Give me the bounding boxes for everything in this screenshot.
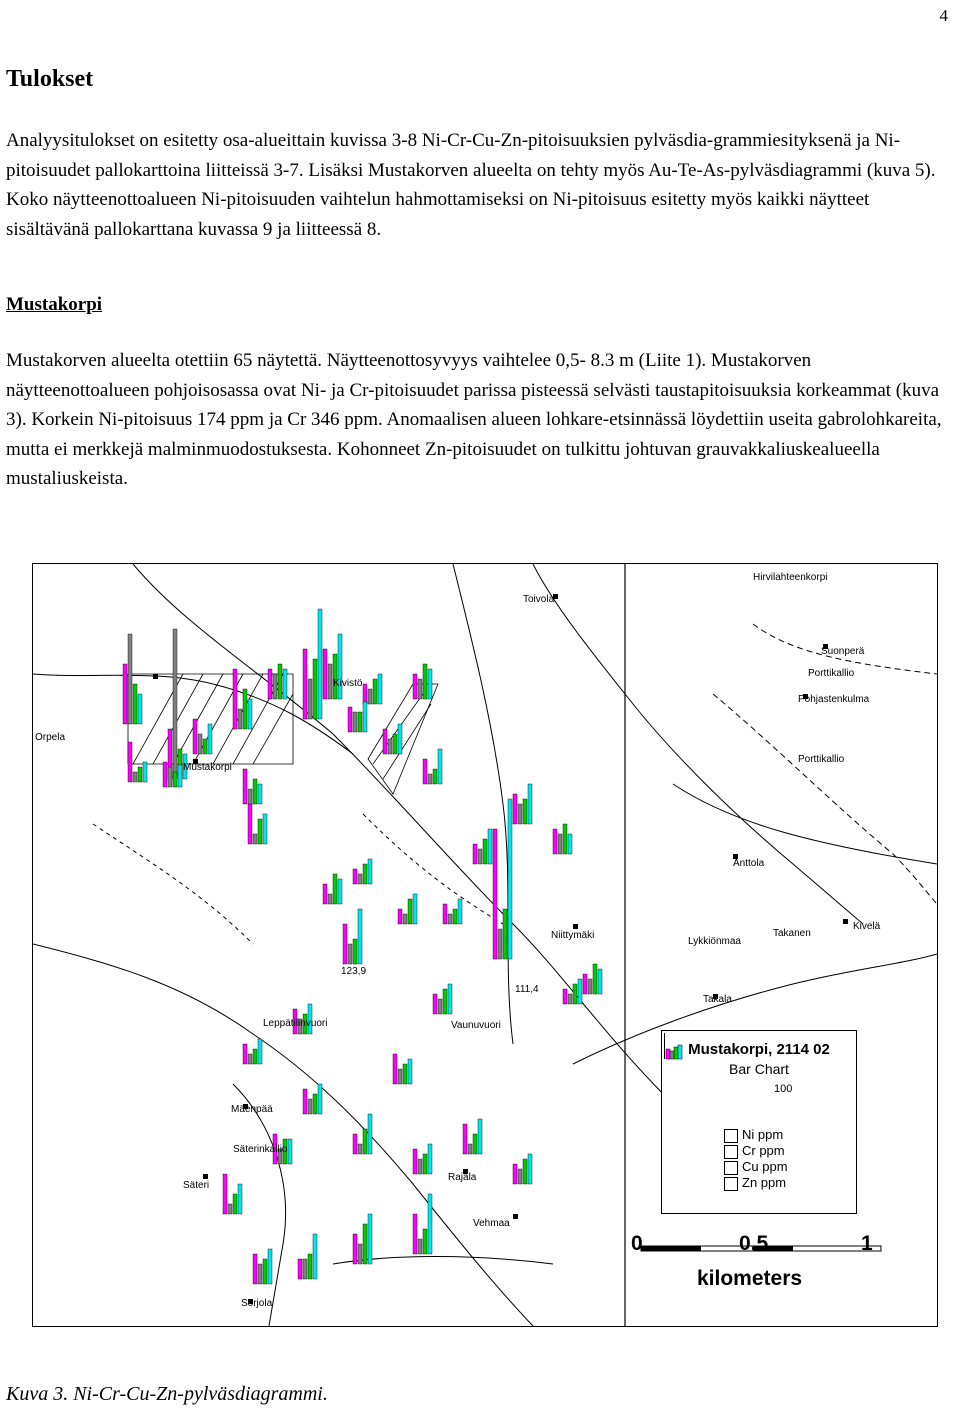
sample-bar-chart — [583, 964, 602, 994]
sample-bar — [398, 1069, 402, 1084]
legend-swatch-ni — [724, 1129, 738, 1143]
sample-bar — [438, 749, 442, 784]
sample-bar — [443, 904, 447, 924]
sample-bar — [558, 834, 562, 854]
sample-bar-chart — [513, 1154, 532, 1184]
sample-bar — [453, 909, 457, 924]
place-name-label: Säterinkallio — [233, 1144, 288, 1155]
sample-bar — [263, 814, 267, 844]
sample-bar — [568, 994, 572, 1004]
sample-bar-chart — [323, 634, 342, 699]
sample-bar — [378, 674, 382, 704]
place-name-label: Hirvilahteenkorpi — [753, 572, 828, 583]
sample-bar — [433, 769, 437, 784]
sample-bar — [393, 1054, 397, 1084]
place-name-label: Takala — [703, 994, 732, 1005]
sample-bar — [518, 1169, 522, 1184]
sample-bar — [338, 879, 342, 904]
sample-bar — [448, 984, 452, 1014]
sample-bar — [438, 999, 442, 1014]
legend-subtitle: Bar Chart — [729, 1061, 789, 1077]
sample-bar — [258, 1039, 262, 1064]
sample-bar — [263, 1259, 267, 1284]
sample-bar — [428, 1144, 432, 1174]
scale-label-end: 1 — [861, 1232, 873, 1255]
place-name-label: 111,4 — [515, 984, 539, 995]
sample-bar — [353, 869, 357, 884]
sample-bar — [563, 989, 567, 1004]
sample-bar — [368, 689, 372, 704]
place-name-label: Toivola — [523, 594, 555, 605]
sample-bar — [498, 929, 502, 959]
sample-bar — [388, 739, 392, 754]
place-name-label: Porttikallio — [798, 754, 845, 765]
sample-bar — [523, 799, 527, 824]
sample-bar-chart — [243, 769, 262, 804]
sample-bar — [528, 1154, 532, 1184]
sample-bar-chart — [413, 1144, 432, 1174]
sample-bar — [313, 1094, 317, 1114]
building-marker — [513, 1214, 518, 1219]
sample-bar — [348, 707, 352, 732]
sample-bar — [518, 804, 522, 824]
sample-bar — [248, 699, 252, 729]
place-name-label: Orpela — [35, 732, 66, 743]
sample-bar — [308, 679, 312, 719]
sample-bar — [563, 824, 567, 854]
sample-bar — [163, 762, 167, 787]
place-name-label: Leppätilinvuori — [263, 1018, 328, 1029]
sample-bar — [398, 909, 402, 924]
building-marker — [573, 924, 578, 929]
building-marker — [153, 674, 158, 679]
place-name-label: Lykkiönmaa — [688, 936, 741, 947]
sample-bar — [253, 1049, 257, 1064]
sample-bar — [473, 1134, 477, 1154]
sample-bar-chart — [303, 609, 322, 719]
sample-bar — [243, 769, 247, 804]
sample-bar — [413, 674, 417, 699]
scale-bar-segment — [641, 1246, 701, 1251]
sample-bar-chart — [323, 874, 342, 904]
sample-bar — [463, 1124, 467, 1154]
place-name-label: Takanen — [773, 928, 811, 939]
sample-bar — [458, 899, 462, 924]
sample-bar — [368, 1214, 372, 1264]
sample-bar — [248, 1054, 252, 1064]
sample-bar-chart — [253, 1249, 272, 1284]
sample-bar — [598, 969, 602, 994]
sample-bar — [423, 759, 427, 784]
sample-bar — [423, 1154, 427, 1174]
mustakorpi-paragraph: Mustakorven alueelta otettiin 65 näytettä. Näytteenottosyvyys vaihtelee 0,5- 8.3 m (Liite 1). Mustakorven näytteenottoalueen pohjoisosassa ovat Ni- ja Cr-pitoisuudet parissa pisteessä selvästi taustapitoisuuksia korkeammat (kuva 3). Korkein Ni-pitoisuus 174 ppm ja Cr 346 ppm. Anomaalisen alueen lohkare-etsinnässä löydettiin useita gabrolohkareita, mutta ei merkkejä malminmuodostuksesta. Kohonneet Zn-pitoisuudet on tulkittu johtuvan grauvakkaliuskealueella mustaliuskeista. — [6, 350, 942, 489]
sample-bar-chart — [223, 1174, 242, 1214]
scale-label-mid: 0.5 — [739, 1232, 769, 1255]
sample-bar — [413, 1149, 417, 1174]
sample-bar-chart — [463, 1119, 482, 1154]
sample-bar — [208, 724, 212, 754]
sample-bar — [238, 1184, 242, 1214]
sample-bar — [588, 979, 592, 994]
sample-bar — [398, 724, 402, 754]
sample-bar — [413, 894, 417, 924]
sample-bar-chart — [128, 742, 147, 782]
sample-bar — [418, 1239, 422, 1254]
legend-sample-bars — [662, 1031, 702, 1061]
sample-bar — [308, 1254, 312, 1279]
sample-bar — [253, 834, 257, 844]
sample-bar — [253, 1254, 257, 1284]
sample-bar-chart — [353, 859, 372, 884]
sample-bar — [223, 1174, 227, 1214]
place-name-label: Pohjastenkulma — [798, 694, 870, 705]
sample-bar — [308, 1099, 312, 1114]
legend-label-zn: Zn ppm — [742, 1175, 787, 1190]
sample-bar — [483, 839, 487, 864]
sample-bar — [568, 834, 572, 854]
sample-bar — [503, 909, 507, 959]
sample-bar-chart — [298, 1234, 317, 1279]
sample-bar — [128, 634, 132, 724]
sample-bar — [258, 819, 262, 844]
sample-bar-chart — [193, 719, 212, 754]
sample-bar-chart — [493, 799, 512, 959]
sample-bar — [268, 1249, 272, 1284]
sample-bar — [258, 1264, 262, 1284]
sample-bar — [233, 1194, 237, 1214]
sample-bar — [303, 1259, 307, 1279]
sample-bar — [368, 1114, 372, 1154]
sample-bar — [448, 914, 452, 924]
sample-bar — [238, 709, 242, 729]
sample-bar — [253, 779, 257, 804]
sample-bar — [363, 702, 367, 732]
sample-bar-chart — [243, 1039, 262, 1064]
building-marker — [203, 1174, 208, 1179]
sample-bar — [273, 674, 277, 699]
sample-bar — [583, 974, 587, 994]
sample-bar — [353, 712, 357, 732]
legend-swatch-cr — [724, 1145, 738, 1159]
sample-bar — [433, 994, 437, 1014]
place-name-label: Kivelä — [853, 921, 881, 932]
sample-bar — [333, 874, 337, 904]
sample-bar-chart — [473, 829, 492, 864]
sample-bar — [358, 1244, 362, 1264]
sample-bar-chart — [248, 804, 267, 844]
sample-bar-chart — [553, 824, 572, 854]
legend-swatch-zn — [724, 1177, 738, 1191]
sample-bar — [133, 772, 137, 782]
sample-bar — [523, 1159, 527, 1184]
sample-bar — [303, 1089, 307, 1114]
sample-bar-chart — [513, 784, 532, 824]
sample-bar — [553, 829, 557, 854]
scale-label-0: 0 — [631, 1232, 643, 1255]
place-name-label: Anttola — [733, 858, 765, 869]
sample-bar — [198, 734, 202, 754]
place-name-label: Mäenpää — [231, 1104, 273, 1115]
sample-bar-chart — [353, 1214, 372, 1264]
sample-bar — [423, 664, 427, 699]
sample-bar — [318, 609, 322, 719]
sample-bar — [348, 944, 352, 964]
sample-bar — [513, 794, 517, 824]
place-name-label: Suonperä — [821, 646, 865, 657]
sample-bar — [428, 774, 432, 784]
figure-caption: Kuva 3. Ni-Cr-Cu-Zn-pylväsdiagrammi. — [6, 1383, 328, 1405]
sample-bar — [338, 634, 342, 699]
sample-bar — [128, 742, 132, 782]
sample-bar — [353, 1134, 357, 1154]
sample-bar — [358, 712, 362, 732]
section-heading: Tulokset — [6, 66, 94, 92]
sample-bar — [468, 1144, 472, 1154]
sample-bar — [428, 1194, 432, 1254]
legend-scale-value: 100 — [774, 1083, 793, 1095]
legend-title: Mustakorpi, 2114 02 — [688, 1041, 830, 1058]
sample-bar-chart — [123, 634, 142, 724]
place-name-label: Rajala — [448, 1172, 477, 1183]
sample-bar — [258, 784, 262, 804]
sample-bar — [493, 829, 497, 959]
sample-bar — [363, 684, 367, 704]
sample-bar — [248, 789, 252, 804]
sample-bar — [288, 1139, 292, 1164]
sample-bar — [168, 767, 172, 787]
sample-bar-chart — [413, 1194, 432, 1254]
sample-bar — [418, 679, 422, 699]
sample-bar-chart — [343, 909, 362, 964]
sample-bar — [528, 784, 532, 824]
building-marker — [843, 919, 848, 924]
sample-bar — [298, 1259, 302, 1279]
sample-bar — [343, 924, 347, 964]
sample-bar — [313, 1234, 317, 1279]
place-name-label: Kivistö — [333, 678, 363, 689]
sample-bar — [313, 659, 317, 719]
sample-bar — [508, 799, 512, 959]
sample-bar — [403, 914, 407, 924]
sample-bar — [488, 829, 492, 864]
sample-bar — [173, 772, 177, 787]
scale-units: kilometers — [697, 1267, 803, 1290]
legend-label-cr: Cr ppm — [742, 1143, 785, 1158]
subsection-heading: Mustakorpi — [6, 294, 103, 315]
sample-bar — [358, 1144, 362, 1154]
sample-bar — [278, 664, 282, 699]
sample-bar-chart — [413, 664, 432, 699]
sample-bar — [408, 1059, 412, 1084]
sample-bar — [173, 629, 177, 779]
sample-bar — [133, 684, 137, 724]
sample-bar — [323, 884, 327, 904]
sample-bar — [473, 844, 477, 864]
place-name-label: Sorjola — [241, 1298, 273, 1309]
sample-bar — [408, 899, 412, 924]
bar-chart-map — [32, 563, 938, 1327]
sample-bar — [413, 1214, 417, 1254]
sample-bar-chart — [423, 749, 442, 784]
sample-bar — [423, 1229, 427, 1254]
sample-bar — [243, 689, 247, 729]
place-name-label: Niittymäki — [551, 930, 595, 941]
sample-bar — [478, 849, 482, 864]
sample-bar — [443, 989, 447, 1014]
sample-bar — [358, 909, 362, 964]
sample-bar — [373, 679, 377, 704]
sample-bar — [383, 729, 387, 754]
sample-bar-chart — [393, 1054, 412, 1084]
legend-label-ni: Ni ppm — [742, 1127, 784, 1142]
page-number: 4 — [939, 6, 948, 25]
sample-bar — [478, 1119, 482, 1154]
sample-bar — [593, 964, 597, 994]
place-name-label: Mustakorpi — [183, 762, 232, 773]
sample-bar — [363, 1129, 367, 1154]
sample-bar — [203, 739, 207, 754]
sample-bar — [573, 984, 577, 1004]
sample-bar — [428, 669, 432, 699]
sample-bar — [323, 649, 327, 699]
place-name-label: Porttikallio — [808, 668, 855, 679]
sample-bar — [363, 864, 367, 884]
sample-bar — [328, 664, 332, 699]
place-name-label: Säteri — [183, 1180, 210, 1191]
sample-bar — [403, 1064, 407, 1084]
sample-bar — [353, 1234, 357, 1264]
sample-bar — [143, 762, 147, 782]
sample-bar — [228, 1204, 232, 1214]
sample-bar — [363, 1224, 367, 1264]
sample-bar-chart — [398, 894, 417, 924]
sample-bar-chart — [348, 702, 367, 732]
sample-bar — [513, 1164, 517, 1184]
sample-bar-chart — [443, 899, 462, 924]
sample-bar-chart — [433, 984, 452, 1014]
sample-bar — [248, 804, 252, 844]
sample-bar — [393, 734, 397, 754]
sample-bar-chart — [268, 664, 287, 699]
sample-bar-chart — [163, 762, 182, 787]
sample-bar — [178, 765, 182, 787]
place-name-label: Vehmaa — [473, 1218, 510, 1229]
sample-bar — [418, 1159, 422, 1174]
sample-bar — [353, 939, 357, 964]
sample-bar — [233, 669, 237, 729]
sample-bar — [123, 664, 127, 724]
sample-bar — [193, 719, 197, 754]
legend-label-cu: Cu ppm — [742, 1159, 788, 1174]
sample-bar-chart — [233, 669, 252, 729]
intro-paragraph: Analyysitulokset on esitetty osa-alueittain kuvissa 3-8 Ni-Cr-Cu-Zn-pitoisuuksien pylväsdia-grammiesityksenä ja Ni-pitoisuudet pallokarttoina liitteissä 3-7. Lisäksi Mustakorven alueelta on tehty myös Au-Te-As-pylväsdiagrammi (kuva 5). Koko näytteenottoalueen Ni-pitoisuuden vaihtelun hahmottamiseksi on Ni-pitoisuus esitetty myös kaikki näytteet sisältävänä pallokarttana kuvassa 9 ja liitteessä 8. — [6, 130, 936, 240]
sample-bar — [303, 649, 307, 719]
sample-bar — [243, 1044, 247, 1064]
place-name-label: 123,9 — [341, 966, 367, 977]
sample-bar — [368, 859, 372, 884]
sample-bar — [283, 669, 287, 699]
sample-bar — [358, 874, 362, 884]
place-name-label: Vaunuvuori — [451, 1020, 501, 1031]
sample-bar — [138, 694, 142, 724]
sample-bar — [578, 979, 582, 1004]
sample-bar — [333, 654, 337, 699]
chart-legend — [661, 1030, 857, 1214]
legend-swatch-cu — [724, 1161, 738, 1175]
sample-bar-chart — [303, 1084, 322, 1114]
sample-bar — [138, 767, 142, 782]
sample-bar — [328, 894, 332, 904]
sample-bar — [268, 669, 272, 699]
sample-bar-chart — [363, 674, 382, 704]
sample-bar — [318, 1084, 322, 1114]
